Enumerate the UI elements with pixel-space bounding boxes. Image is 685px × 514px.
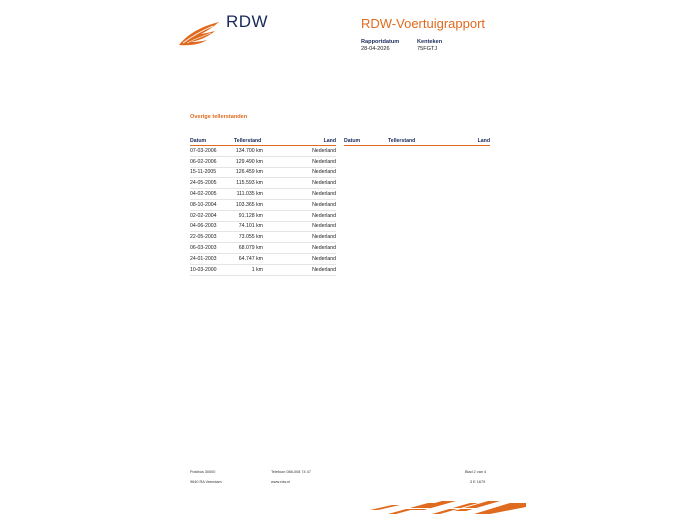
cell-date: 06-02-2006 bbox=[190, 156, 234, 167]
table-row bbox=[190, 243, 336, 254]
cell-odometer: 129.490 km bbox=[234, 156, 263, 167]
report-title: RDW-Voertuigrapport bbox=[361, 16, 486, 31]
column-header-odometer: Tellerstand bbox=[234, 138, 262, 144]
footer-page-number: Blad 2 van 4 bbox=[465, 470, 487, 474]
cell-date: 02-02-2004 bbox=[190, 210, 234, 221]
rdw-logo-icon bbox=[177, 21, 221, 47]
odometer-table-right bbox=[344, 138, 490, 146]
column-header-date: Datum bbox=[344, 138, 388, 146]
table-row bbox=[190, 178, 336, 189]
cell-odometer: 73.055 km bbox=[234, 232, 263, 243]
table-header-row bbox=[190, 138, 336, 146]
cell-odometer: 134.700 km bbox=[234, 146, 263, 157]
cell-odometer: 1 km bbox=[234, 264, 263, 275]
column-header-country: Land bbox=[263, 138, 336, 146]
column-header-odometer: Tellerstand bbox=[388, 138, 416, 144]
cell-country: Nederland bbox=[263, 167, 336, 178]
cell-date: 22-05-2003 bbox=[190, 232, 234, 243]
table-row bbox=[190, 146, 336, 157]
cell-country: Nederland bbox=[263, 178, 336, 189]
logo-text: RDW bbox=[226, 12, 269, 31]
cell-country: Nederland bbox=[263, 232, 336, 243]
cell-country: Nederland bbox=[263, 243, 336, 254]
cell-odometer: 74.101 km bbox=[234, 221, 263, 232]
decorative-stripe-graphic bbox=[370, 497, 526, 514]
cell-date: 10-03-2000 bbox=[190, 264, 234, 275]
cell-odometer: 111.035 km bbox=[234, 189, 263, 200]
table-row bbox=[190, 156, 336, 167]
table-header-row bbox=[344, 138, 490, 146]
plate-label: Kenteken bbox=[417, 39, 443, 45]
footer-address-line2: 9640 RA Veendam bbox=[190, 480, 222, 484]
cell-odometer: 64.747 km bbox=[234, 253, 263, 264]
section-title: Overige tellerstanden bbox=[190, 114, 248, 120]
cell-odometer: 115.593 km bbox=[234, 178, 263, 189]
cell-odometer: 103.365 km bbox=[234, 199, 263, 210]
cell-date: 24-01-2003 bbox=[190, 253, 234, 264]
report-date-value: 28-04-2026 bbox=[361, 46, 390, 52]
cell-country: Nederland bbox=[263, 199, 336, 210]
column-header-country: Land bbox=[417, 138, 490, 146]
cell-country: Nederland bbox=[263, 253, 336, 264]
column-header-date: Datum bbox=[190, 138, 234, 146]
cell-date: 15-11-2005 bbox=[190, 167, 234, 178]
cell-country: Nederland bbox=[263, 146, 336, 157]
cell-date: 24-05-2005 bbox=[190, 178, 234, 189]
cell-odometer: 68.079 km bbox=[234, 243, 263, 254]
table-row bbox=[190, 253, 336, 264]
table-row bbox=[190, 167, 336, 178]
footer-website: www.rdw.nl bbox=[271, 480, 290, 484]
odometer-table-left bbox=[190, 138, 336, 276]
table-row bbox=[190, 221, 336, 232]
report-date-label: Rapportdatum bbox=[361, 39, 400, 45]
cell-date: 04-06-2003 bbox=[190, 221, 234, 232]
plate-value: 75FGTJ bbox=[417, 46, 438, 52]
cell-country: Nederland bbox=[263, 156, 336, 167]
table-row bbox=[190, 210, 336, 221]
cell-odometer: 126.459 km bbox=[234, 167, 263, 178]
cell-date: 07-03-2006 bbox=[190, 146, 234, 157]
footer-phone: Telefoon 088-008 74 47 bbox=[271, 470, 311, 474]
table-row bbox=[190, 264, 336, 275]
cell-date: 08-10-2004 bbox=[190, 199, 234, 210]
table-row bbox=[190, 232, 336, 243]
cell-date: 04-02-2005 bbox=[190, 189, 234, 200]
footer-code: 3 E 1679 bbox=[470, 480, 486, 484]
table-row bbox=[190, 199, 336, 210]
cell-country: Nederland bbox=[263, 264, 336, 275]
cell-country: Nederland bbox=[263, 210, 336, 221]
cell-odometer: 91.128 km bbox=[234, 210, 263, 221]
cell-date: 06-03-2003 bbox=[190, 243, 234, 254]
footer-address-line1: Postbus 30000 bbox=[190, 470, 216, 474]
cell-country: Nederland bbox=[263, 221, 336, 232]
cell-country: Nederland bbox=[263, 189, 336, 200]
table-row bbox=[190, 189, 336, 200]
